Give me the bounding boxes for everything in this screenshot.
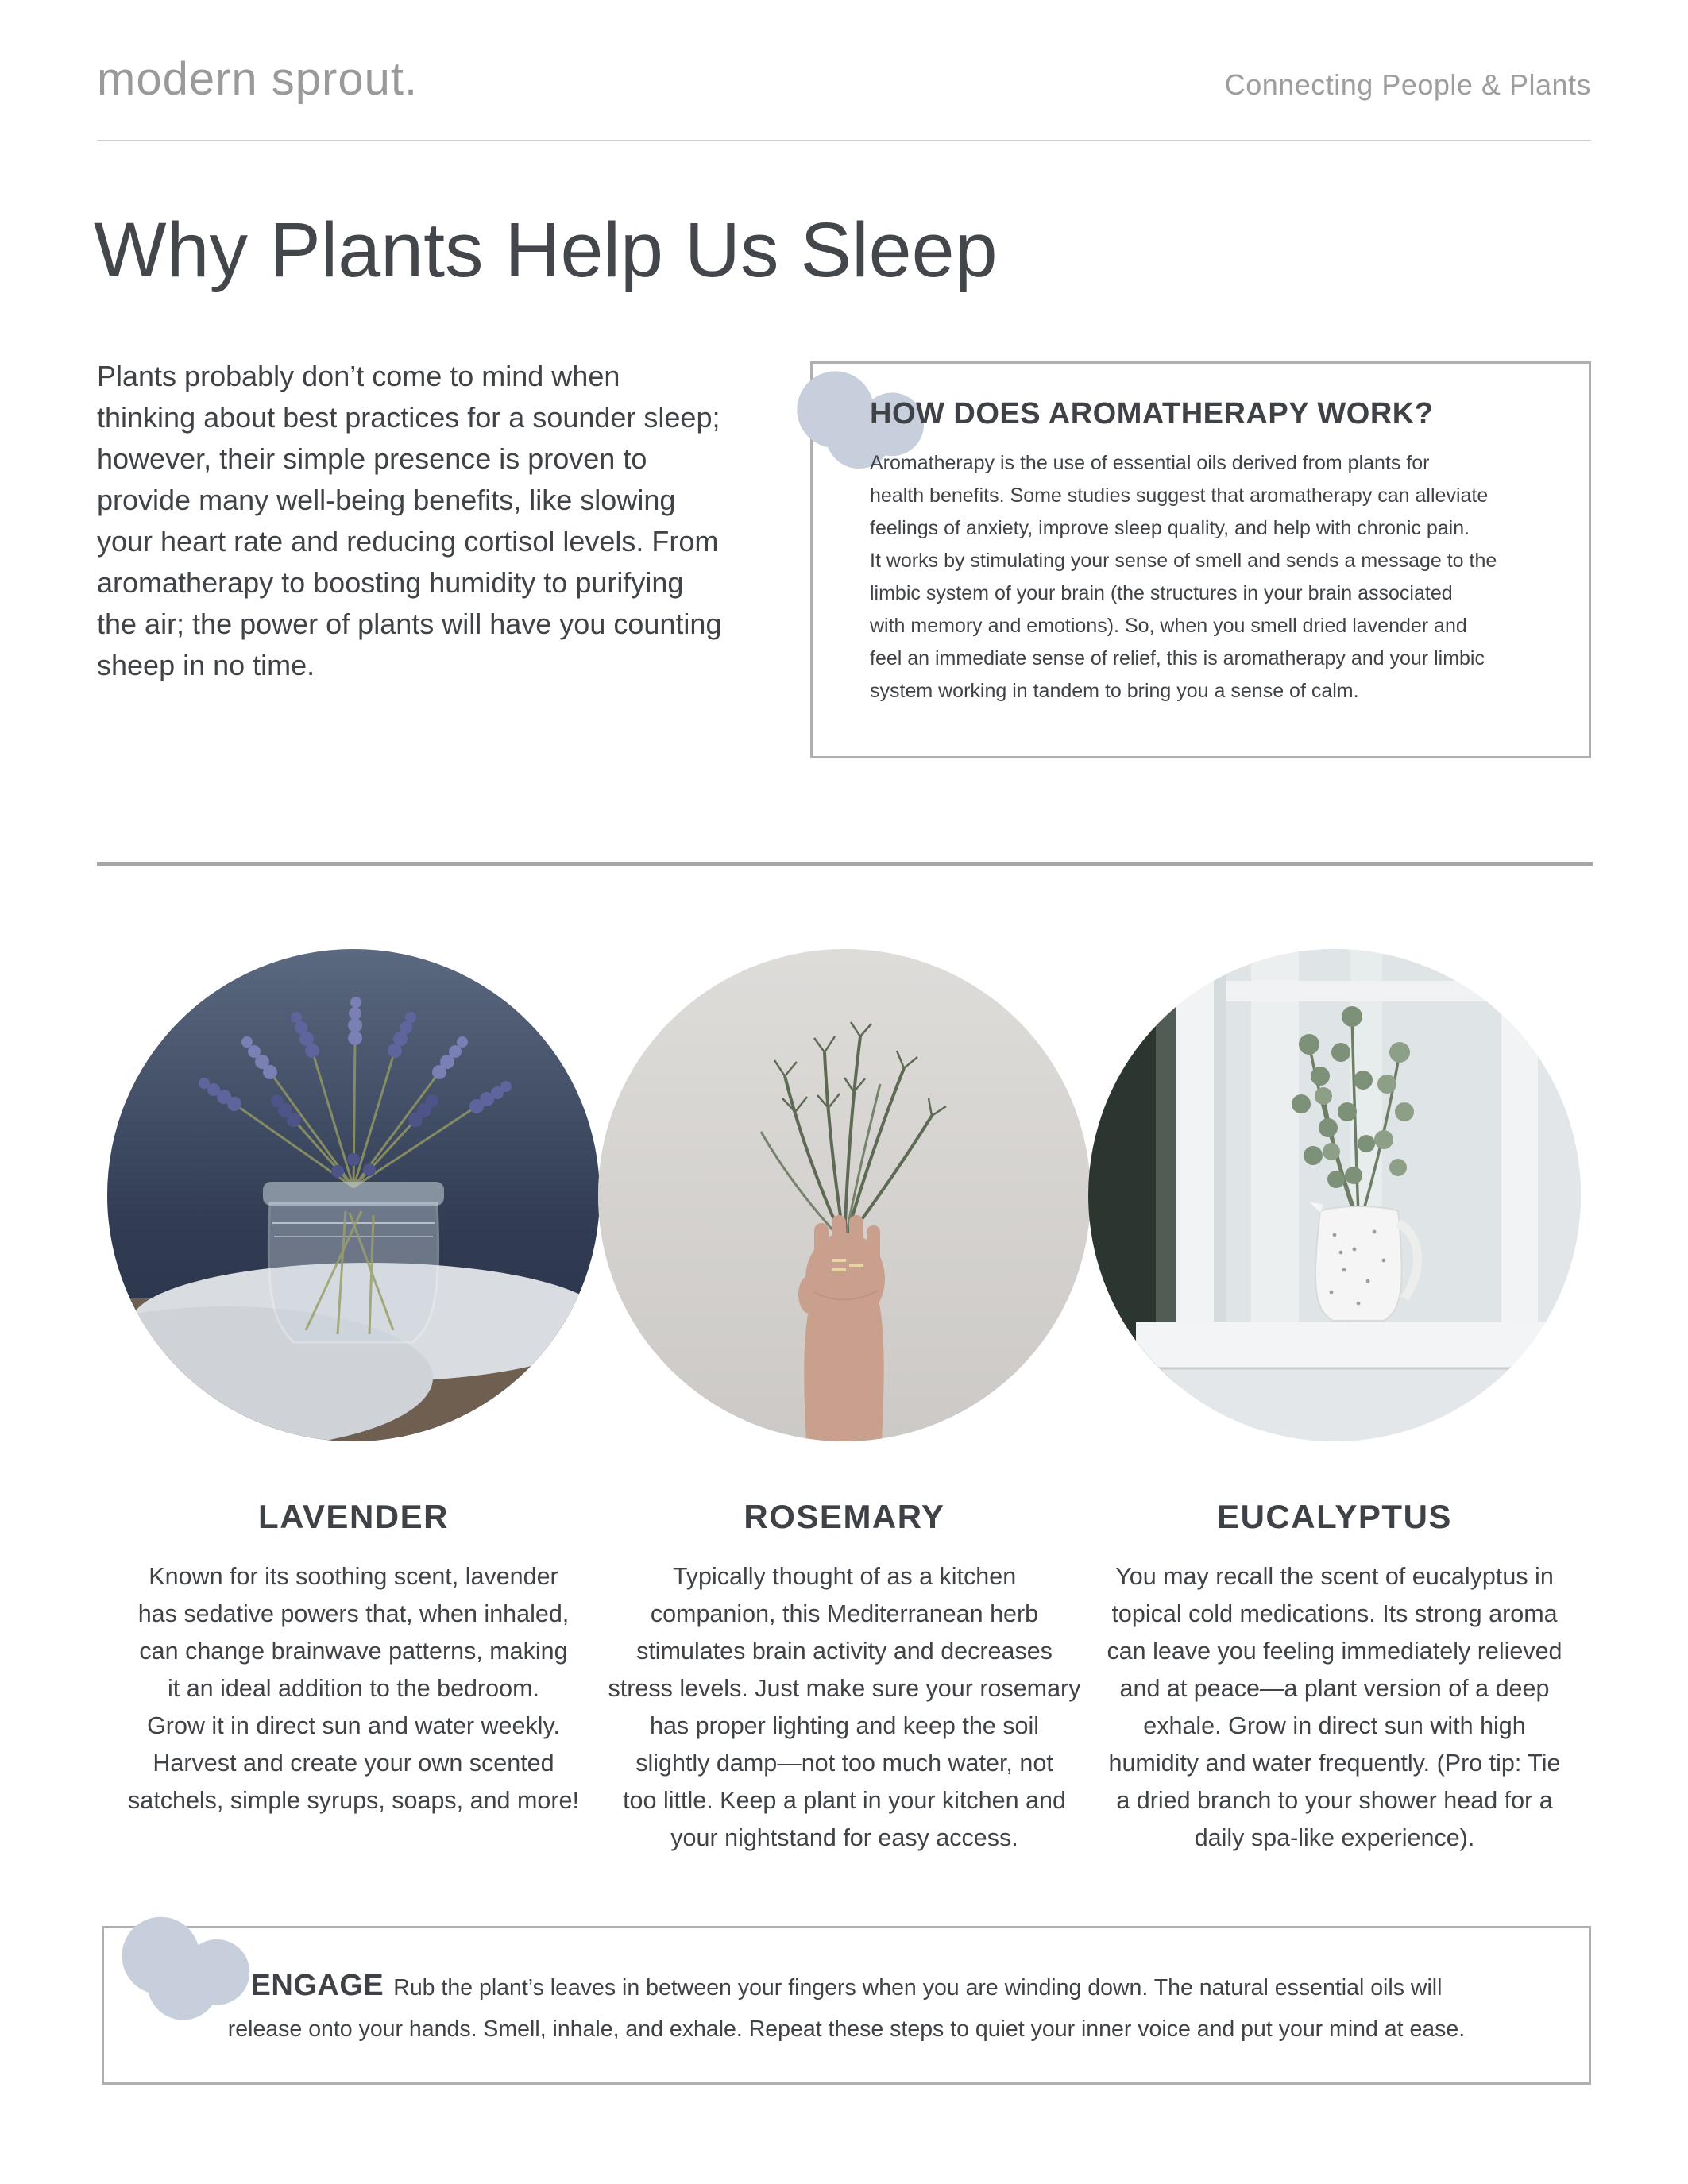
text-line: slightly damp—not too much water, not [635, 1750, 1053, 1777]
text-line: exhale. Grow in direct sun with high [1143, 1712, 1526, 1739]
plant-name-rosemary: ROSEMARY [744, 1498, 945, 1535]
text-line: has sedative powers that, when inhaled, [137, 1600, 570, 1627]
section-divider [97, 862, 1593, 866]
plant-description-eucalyptus [1080, 1558, 1589, 1857]
text-line: your nightstand for easy access. [670, 1824, 1018, 1851]
header-divider [97, 140, 1591, 141]
text-line: the air; the power of plants will have you counting [97, 608, 722, 640]
engage-line: release onto your hands. Smell, inhale, and exhale. Repeat these steps to quiet your inner voice and put your mind at ease. [227, 2016, 1466, 2042]
text-line: It works by stimulating your sense of smell and sends a message to the [870, 550, 1497, 572]
text-line: however, their simple presence is proven to [97, 442, 647, 475]
text-line: can change brainwave patterns, making [139, 1638, 568, 1665]
text-line: Harvest and create your own scented [153, 1750, 554, 1777]
text-line: health benefits. Some studies suggest that aromatherapy can alleviate [870, 484, 1489, 507]
text-line: daily spa-like experience). [1194, 1824, 1475, 1851]
text-line: feel an immediate sense of relief, this is aromatherapy and your limbic [870, 647, 1485, 669]
text-line: satchels, simple syrups, soaps, and more! [128, 1787, 579, 1814]
plant-name-lavender: LAVENDER [258, 1498, 449, 1535]
text-line: humidity and water frequently. (Pro tip: Tie [1108, 1750, 1561, 1777]
aromatherapy-heading: HOW DOES AROMATHERAPY WORK? [870, 397, 1434, 430]
plant-description-rosemary [590, 1558, 1099, 1857]
text-line: thinking about best practices for a sounder sleep; [97, 401, 720, 434]
text-line: feelings of anxiety, improve sleep quality, and help with chronic pain. [870, 517, 1470, 539]
text-line: stress levels. Just make sure your rosemary [608, 1675, 1081, 1702]
text-line: your heart rate and reducing cortisol levels. From [97, 525, 719, 558]
eucalyptus-photo [1088, 949, 1581, 1441]
rosemary-photo [598, 949, 1091, 1441]
engage-card [102, 1926, 1591, 2085]
text-line: it an ideal addition to the bedroom. [168, 1675, 539, 1702]
brand-tagline: Connecting People & Plants [1224, 68, 1591, 101]
text-line: can leave you feeling immediately relieved [1107, 1638, 1562, 1665]
engage-label: ENGAGE [250, 1969, 384, 2002]
text-line: provide many well-being benefits, like slowing [97, 484, 676, 516]
text-line: stimulates brain activity and decreases [636, 1638, 1053, 1665]
engage-text [160, 1965, 1533, 2050]
text-line: limbic system of your brain (the structures in your brain associated [870, 582, 1453, 604]
plant-description-lavender [99, 1558, 608, 1819]
aromatherapy-card [810, 361, 1591, 758]
text-line: companion, this Mediterranean herb [650, 1600, 1039, 1627]
text-line: has proper lighting and keep the soil [649, 1712, 1040, 1739]
text-line: Aromatherapy is the use of essential oils derived from plants for [870, 452, 1430, 474]
text-line: sheep in no time. [97, 649, 315, 681]
engage-line1-text: Rub the plant’s leaves in between your fingers when you are winding down. The natural essential oils will [393, 1975, 1443, 2001]
text-line: and at peace—a plant version of a deep [1119, 1675, 1550, 1702]
brand-logo: modern sprout. [97, 53, 419, 105]
text-line: too little. Keep a plant in your kitchen and [623, 1787, 1066, 1814]
text-line: aromatherapy to boosting humidity to purifying [97, 566, 684, 599]
lavender-photo [107, 949, 600, 1441]
page-title: Why Plants Help Us Sleep [94, 206, 998, 293]
plant-name-eucalyptus: EUCALYPTUS [1217, 1498, 1452, 1535]
aromatherapy-body [870, 447, 1545, 708]
text-line: topical cold medications. Its strong aroma [1111, 1600, 1558, 1627]
text-line: Plants probably don’t come to mind when [97, 360, 620, 392]
text-line: Typically thought of as a kitchen [672, 1563, 1017, 1590]
text-line: with memory and emotions). So, when you smell dried lavender and [870, 615, 1467, 637]
text-line: You may recall the scent of eucalyptus in [1115, 1563, 1554, 1590]
text-line: Known for its soothing scent, lavender [149, 1563, 558, 1590]
text-line: Grow it in direct sun and water weekly. [147, 1712, 560, 1739]
intro-paragraph [97, 356, 788, 686]
text-line: system working in tandem to bring you a sense of calm. [870, 680, 1359, 702]
text-line: a dried branch to your shower head for a [1116, 1787, 1553, 1814]
engage-line [160, 1965, 1533, 2008]
